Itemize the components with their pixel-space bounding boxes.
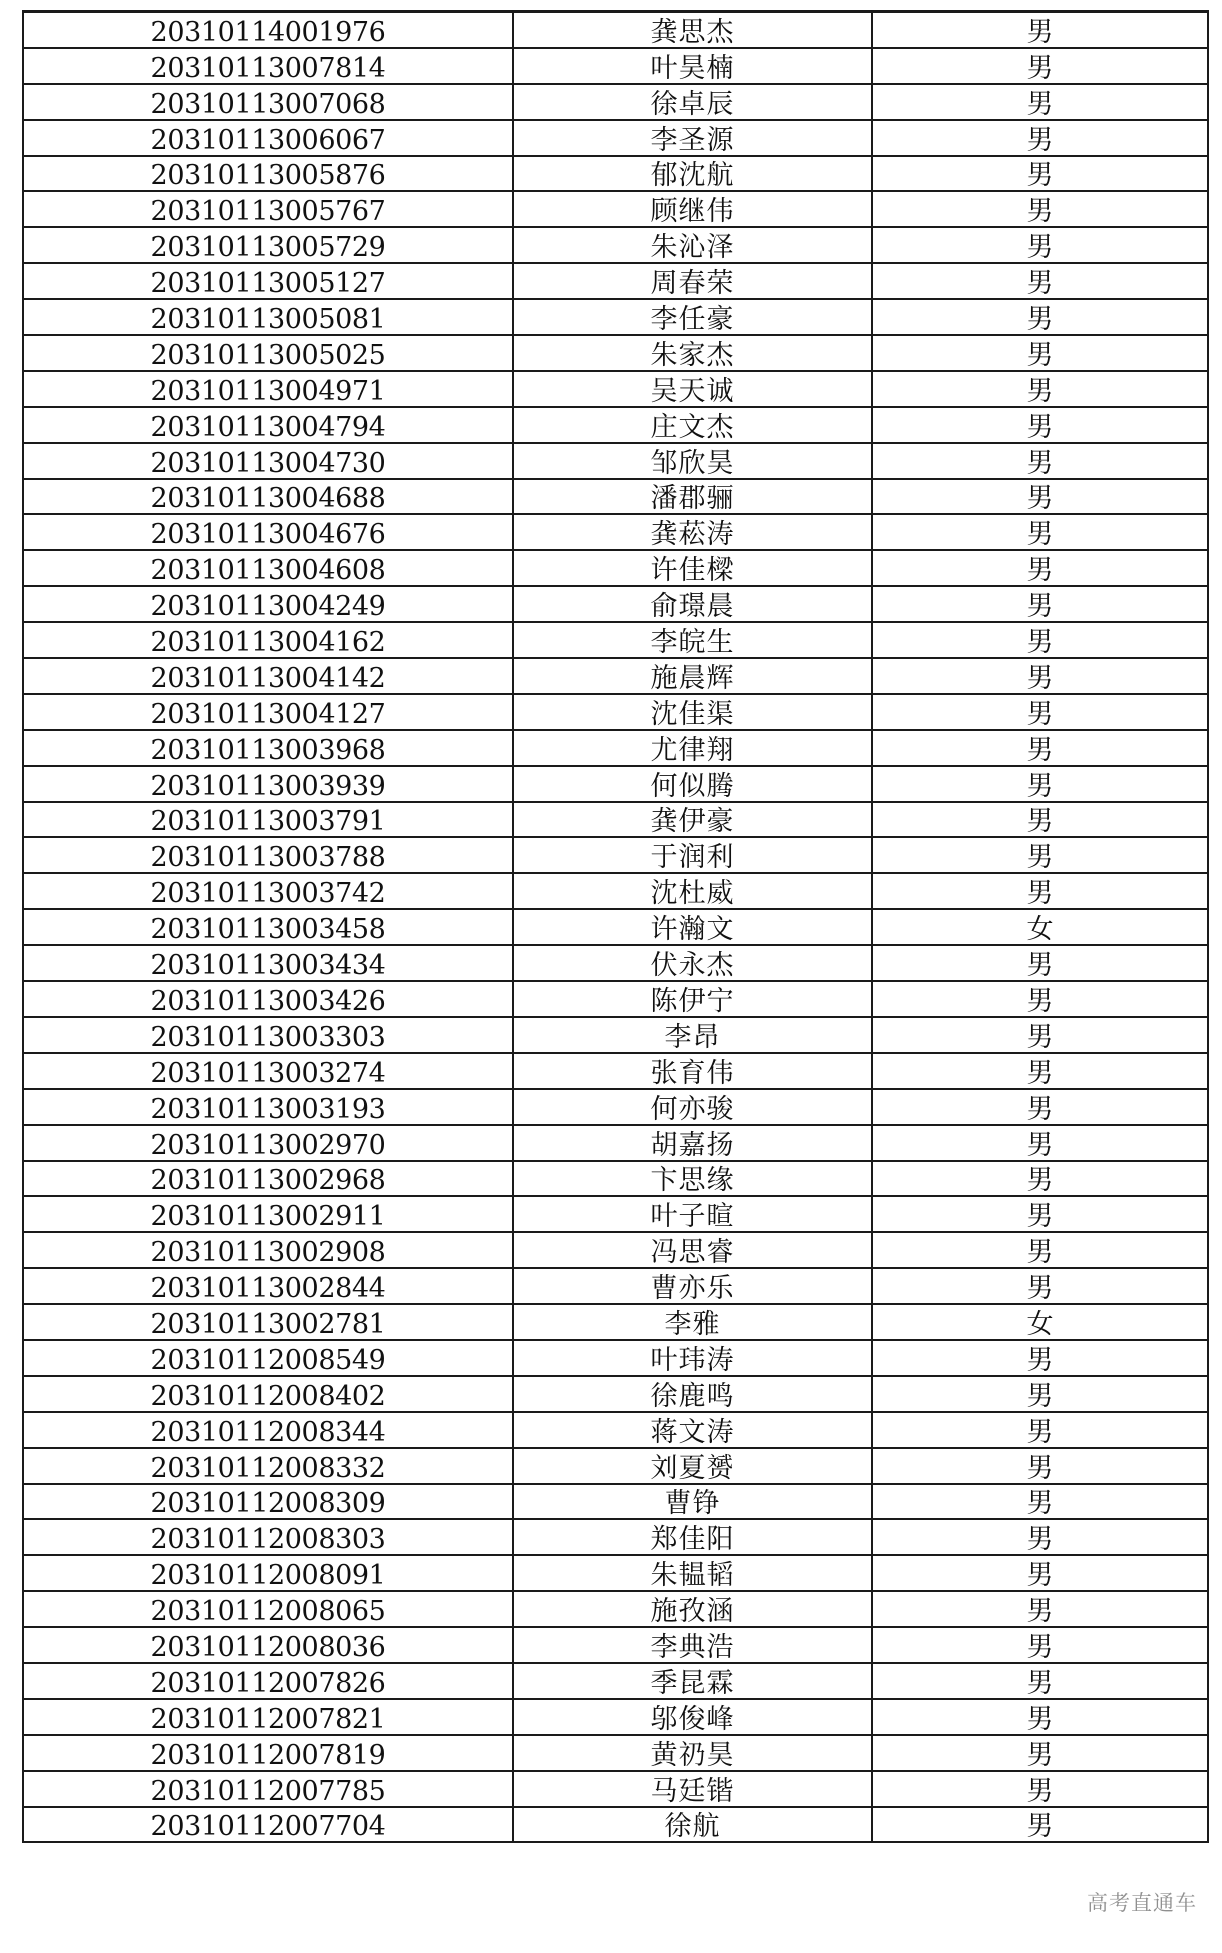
table-row xyxy=(23,1161,1208,1197)
student-sex-cell: 男 xyxy=(872,658,1208,694)
student-id-cell: 20310112008091 xyxy=(23,1555,513,1591)
watermark-text: 高考直通车 xyxy=(1087,1887,1197,1917)
student-id-cell: 20310113003434 xyxy=(23,945,513,981)
student-name-cell: 刘夏赟 xyxy=(513,1448,872,1484)
table-row xyxy=(23,12,1208,48)
student-sex-cell: 男 xyxy=(872,802,1208,838)
student-name-cell: 沈杜威 xyxy=(513,873,872,909)
student-name-cell: 叶昊楠 xyxy=(513,48,872,84)
student-sex-cell: 男 xyxy=(872,299,1208,335)
student-name-cell: 施晨辉 xyxy=(513,658,872,694)
student-sex-cell: 男 xyxy=(872,84,1208,120)
student-id-cell: 20310113003193 xyxy=(23,1089,513,1125)
table-row xyxy=(23,1555,1208,1591)
table-row xyxy=(23,873,1208,909)
student-sex-cell: 男 xyxy=(872,12,1208,48)
student-sex-cell: 男 xyxy=(872,1053,1208,1089)
student-id-cell: 20310113003458 xyxy=(23,909,513,945)
student-id-cell: 20310113003791 xyxy=(23,802,513,838)
student-sex-cell: 男 xyxy=(872,1484,1208,1520)
table-row xyxy=(23,1735,1208,1771)
roster-table-body xyxy=(23,12,1208,1843)
student-name-cell: 郑佳阳 xyxy=(513,1519,872,1555)
student-name-cell: 胡嘉扬 xyxy=(513,1125,872,1161)
table-row xyxy=(23,1412,1208,1448)
student-id-cell: 20310113002908 xyxy=(23,1232,513,1268)
student-sex-cell: 男 xyxy=(872,1268,1208,1304)
student-name-cell: 叶玮涛 xyxy=(513,1340,872,1376)
student-id-cell: 20310113007068 xyxy=(23,84,513,120)
student-sex-cell: 男 xyxy=(872,479,1208,515)
student-name-cell: 朱沁泽 xyxy=(513,227,872,263)
student-sex-cell: 男 xyxy=(872,873,1208,909)
student-sex-cell: 男 xyxy=(872,550,1208,586)
student-sex-cell: 男 xyxy=(872,1196,1208,1232)
student-sex-cell: 男 xyxy=(872,48,1208,84)
table-row xyxy=(23,1053,1208,1089)
student-name-cell: 李典浩 xyxy=(513,1627,872,1663)
student-sex-cell: 男 xyxy=(872,1591,1208,1627)
student-sex-cell: 男 xyxy=(872,586,1208,622)
table-row xyxy=(23,1232,1208,1268)
student-id-cell: 20310113003303 xyxy=(23,1017,513,1053)
table-row xyxy=(23,981,1208,1017)
table-row xyxy=(23,1519,1208,1555)
table-row xyxy=(23,299,1208,335)
table-row xyxy=(23,156,1208,192)
table-row xyxy=(23,1484,1208,1520)
table-row xyxy=(23,371,1208,407)
student-id-cell: 20310113004608 xyxy=(23,550,513,586)
student-name-cell: 沈佳渠 xyxy=(513,694,872,730)
student-name-cell: 季昆霖 xyxy=(513,1663,872,1699)
table-row xyxy=(23,1376,1208,1412)
table-row xyxy=(23,120,1208,156)
table-row xyxy=(23,622,1208,658)
student-sex-cell: 男 xyxy=(872,1340,1208,1376)
student-id-cell: 20310113003968 xyxy=(23,730,513,766)
table-row xyxy=(23,1699,1208,1735)
student-id-cell: 20310112008549 xyxy=(23,1340,513,1376)
roster-table-container xyxy=(22,10,1201,1843)
student-sex-cell: 男 xyxy=(872,191,1208,227)
table-row xyxy=(23,586,1208,622)
student-name-cell: 徐卓辰 xyxy=(513,84,872,120)
student-id-cell: 20310112007826 xyxy=(23,1663,513,1699)
student-id-cell: 20310113006067 xyxy=(23,120,513,156)
student-name-cell: 张育伟 xyxy=(513,1053,872,1089)
student-sex-cell: 男 xyxy=(872,1232,1208,1268)
student-name-cell: 李圣源 xyxy=(513,120,872,156)
student-name-cell: 施孜涵 xyxy=(513,1591,872,1627)
student-name-cell: 龚菘涛 xyxy=(513,514,872,550)
student-sex-cell: 男 xyxy=(872,1161,1208,1197)
student-sex-cell: 男 xyxy=(872,694,1208,730)
table-row xyxy=(23,1663,1208,1699)
student-name-cell: 潘郡骊 xyxy=(513,479,872,515)
student-id-cell: 20310113002781 xyxy=(23,1304,513,1340)
student-sex-cell: 男 xyxy=(872,407,1208,443)
student-name-cell: 龚思杰 xyxy=(513,12,872,48)
student-sex-cell: 女 xyxy=(872,1304,1208,1340)
student-id-cell: 20310113005127 xyxy=(23,263,513,299)
table-row xyxy=(23,766,1208,802)
roster-table xyxy=(22,10,1209,1843)
student-sex-cell: 男 xyxy=(872,1699,1208,1735)
table-row xyxy=(23,909,1208,945)
student-sex-cell: 男 xyxy=(872,120,1208,156)
student-name-cell: 曹铮 xyxy=(513,1484,872,1520)
table-row xyxy=(23,730,1208,766)
table-row xyxy=(23,1807,1208,1843)
student-name-cell: 龚伊豪 xyxy=(513,802,872,838)
student-id-cell: 20310113002970 xyxy=(23,1125,513,1161)
table-row xyxy=(23,191,1208,227)
student-name-cell: 李皖生 xyxy=(513,622,872,658)
table-row xyxy=(23,1017,1208,1053)
student-id-cell: 20310113005767 xyxy=(23,191,513,227)
table-row xyxy=(23,335,1208,371)
student-id-cell: 20310113004688 xyxy=(23,479,513,515)
student-sex-cell: 男 xyxy=(872,1376,1208,1412)
student-id-cell: 20310113003939 xyxy=(23,766,513,802)
student-id-cell: 20310112007819 xyxy=(23,1735,513,1771)
table-row xyxy=(23,694,1208,730)
student-name-cell: 蒋文涛 xyxy=(513,1412,872,1448)
student-name-cell: 朱家杰 xyxy=(513,335,872,371)
student-id-cell: 20310113004794 xyxy=(23,407,513,443)
student-name-cell: 许佳樑 xyxy=(513,550,872,586)
student-sex-cell: 男 xyxy=(872,443,1208,479)
student-sex-cell: 男 xyxy=(872,1771,1208,1807)
student-id-cell: 20310113004162 xyxy=(23,622,513,658)
student-id-cell: 20310112008344 xyxy=(23,1412,513,1448)
student-name-cell: 尤律翔 xyxy=(513,730,872,766)
student-name-cell: 何似腾 xyxy=(513,766,872,802)
student-id-cell: 20310113002968 xyxy=(23,1161,513,1197)
table-row xyxy=(23,227,1208,263)
student-name-cell: 伏永杰 xyxy=(513,945,872,981)
student-id-cell: 20310112007785 xyxy=(23,1771,513,1807)
table-row xyxy=(23,1340,1208,1376)
student-name-cell: 徐鹿鸣 xyxy=(513,1376,872,1412)
student-sex-cell: 男 xyxy=(872,1519,1208,1555)
student-id-cell: 20310112008309 xyxy=(23,1484,513,1520)
student-sex-cell: 男 xyxy=(872,1412,1208,1448)
student-sex-cell: 男 xyxy=(872,1663,1208,1699)
student-sex-cell: 男 xyxy=(872,730,1208,766)
student-sex-cell: 男 xyxy=(872,156,1208,192)
student-sex-cell: 男 xyxy=(872,1125,1208,1161)
student-id-cell: 20310112008303 xyxy=(23,1519,513,1555)
student-id-cell: 20310113003788 xyxy=(23,837,513,873)
student-name-cell: 黄礽昊 xyxy=(513,1735,872,1771)
table-row xyxy=(23,1304,1208,1340)
table-row xyxy=(23,550,1208,586)
student-id-cell: 20310113004676 xyxy=(23,514,513,550)
table-row xyxy=(23,1089,1208,1125)
student-name-cell: 李昂 xyxy=(513,1017,872,1053)
student-name-cell: 郁沈航 xyxy=(513,156,872,192)
student-name-cell: 马廷锴 xyxy=(513,1771,872,1807)
student-name-cell: 冯思睿 xyxy=(513,1232,872,1268)
student-sex-cell: 男 xyxy=(872,263,1208,299)
student-sex-cell: 男 xyxy=(872,766,1208,802)
student-name-cell: 徐航 xyxy=(513,1807,872,1843)
student-id-cell: 20310113005025 xyxy=(23,335,513,371)
table-row xyxy=(23,479,1208,515)
student-sex-cell: 男 xyxy=(872,945,1208,981)
student-name-cell: 俞璟晨 xyxy=(513,586,872,622)
table-row xyxy=(23,407,1208,443)
student-id-cell: 20310113003426 xyxy=(23,981,513,1017)
table-row xyxy=(23,263,1208,299)
student-name-cell: 卞思缘 xyxy=(513,1161,872,1197)
student-id-cell: 20310113005729 xyxy=(23,227,513,263)
student-name-cell: 周春荣 xyxy=(513,263,872,299)
table-row xyxy=(23,1196,1208,1232)
table-row xyxy=(23,1591,1208,1627)
student-name-cell: 庄文杰 xyxy=(513,407,872,443)
student-name-cell: 曹亦乐 xyxy=(513,1268,872,1304)
student-id-cell: 20310113004127 xyxy=(23,694,513,730)
table-row xyxy=(23,1771,1208,1807)
student-name-cell: 何亦骏 xyxy=(513,1089,872,1125)
student-id-cell: 20310113003274 xyxy=(23,1053,513,1089)
table-row xyxy=(23,443,1208,479)
student-id-cell: 20310113004249 xyxy=(23,586,513,622)
student-id-cell: 20310112008402 xyxy=(23,1376,513,1412)
student-sex-cell: 男 xyxy=(872,1555,1208,1591)
student-id-cell: 20310114001976 xyxy=(23,12,513,48)
student-id-cell: 20310112008036 xyxy=(23,1627,513,1663)
student-name-cell: 许瀚文 xyxy=(513,909,872,945)
table-row xyxy=(23,837,1208,873)
student-name-cell: 邹欣昊 xyxy=(513,443,872,479)
student-name-cell: 李雅 xyxy=(513,1304,872,1340)
student-sex-cell: 男 xyxy=(872,371,1208,407)
student-sex-cell: 男 xyxy=(872,335,1208,371)
table-row xyxy=(23,514,1208,550)
student-id-cell: 20310113003742 xyxy=(23,873,513,909)
student-name-cell: 李任豪 xyxy=(513,299,872,335)
student-id-cell: 20310112007704 xyxy=(23,1807,513,1843)
student-id-cell: 20310113004142 xyxy=(23,658,513,694)
table-row xyxy=(23,48,1208,84)
table-row xyxy=(23,945,1208,981)
student-name-cell: 陈伊宁 xyxy=(513,981,872,1017)
student-id-cell: 20310112008332 xyxy=(23,1448,513,1484)
student-sex-cell: 男 xyxy=(872,837,1208,873)
student-id-cell: 20310113007814 xyxy=(23,48,513,84)
student-sex-cell: 男 xyxy=(872,1807,1208,1843)
student-sex-cell: 男 xyxy=(872,1089,1208,1125)
student-sex-cell: 男 xyxy=(872,1448,1208,1484)
student-id-cell: 20310113005081 xyxy=(23,299,513,335)
student-sex-cell: 男 xyxy=(872,1017,1208,1053)
student-name-cell: 吴天诚 xyxy=(513,371,872,407)
student-id-cell: 20310113002911 xyxy=(23,1196,513,1232)
student-id-cell: 20310113004971 xyxy=(23,371,513,407)
table-row xyxy=(23,658,1208,694)
student-name-cell: 邬俊峰 xyxy=(513,1699,872,1735)
student-name-cell: 朱韫韬 xyxy=(513,1555,872,1591)
student-id-cell: 20310113004730 xyxy=(23,443,513,479)
student-id-cell: 20310112008065 xyxy=(23,1591,513,1627)
student-sex-cell: 女 xyxy=(872,909,1208,945)
table-row xyxy=(23,1125,1208,1161)
student-name-cell: 顾继伟 xyxy=(513,191,872,227)
student-name-cell: 叶子暄 xyxy=(513,1196,872,1232)
student-id-cell: 20310113005876 xyxy=(23,156,513,192)
table-row xyxy=(23,1627,1208,1663)
table-row xyxy=(23,84,1208,120)
student-sex-cell: 男 xyxy=(872,514,1208,550)
student-id-cell: 20310113002844 xyxy=(23,1268,513,1304)
student-sex-cell: 男 xyxy=(872,1735,1208,1771)
student-sex-cell: 男 xyxy=(872,1627,1208,1663)
student-sex-cell: 男 xyxy=(872,622,1208,658)
student-sex-cell: 男 xyxy=(872,981,1208,1017)
student-id-cell: 20310112007821 xyxy=(23,1699,513,1735)
table-row xyxy=(23,1268,1208,1304)
table-row xyxy=(23,802,1208,838)
student-sex-cell: 男 xyxy=(872,227,1208,263)
student-name-cell: 于润利 xyxy=(513,837,872,873)
table-row xyxy=(23,1448,1208,1484)
